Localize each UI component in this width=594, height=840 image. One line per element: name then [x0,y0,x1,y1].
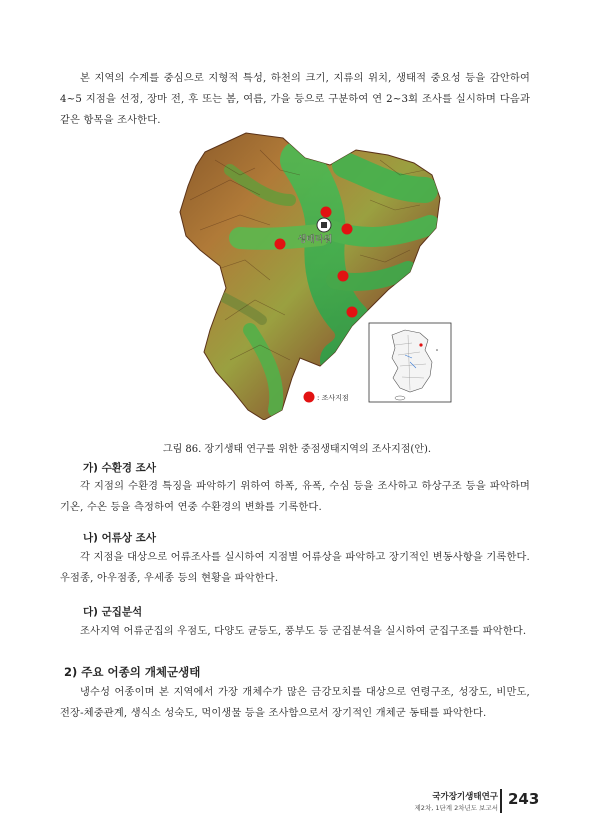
section-heading-water-environment: 가) 수환경 조사 [83,462,156,474]
page-number: 243 [508,790,540,808]
inset-korea-map [369,323,451,402]
section-heading-population-ecology: 2) 주요 어종의 개체군생태 [64,665,201,679]
section-heading-community-analysis: 다) 군집분석 [83,606,143,618]
legend-label: : 조사지점 [317,394,349,402]
survey-point-2 [342,224,353,235]
survey-point-5 [347,307,358,318]
section-body-community-analysis: 조사지역 어류군집의 우점도, 다양도 균등도, 풍부도 등 군집분석을 실시하여 군집구조를 파악한다. [80,626,527,637]
survey-point-4 [338,271,349,282]
intro-paragraph: 본 지역의 수계를 중심으로 지형적 특성, 하천의 크기, 지류의 위치, 생태적 중요성 등을 감안하여 4~5 지점을 선정, 장마 전, 후 또는 봄, 여름, 가을 등으로 구분하여 연 2~3회 조사를 실시하며 다음과 같은 항목을 조사한다. [60,73,530,126]
figure-caption: 그림 86. 장기생태 연구를 위한 중점생태지역의 조사지점(안). [162,444,432,455]
footer-report-subtitle: 제2차, 1단계 2차년도 보고서 [414,804,498,812]
station-label: 생태타워 [297,235,333,245]
survey-point-3 [275,239,286,250]
legend-marker [304,392,315,403]
survey-point-1 [321,207,332,218]
section-body-population-ecology: 냉수성 어종이며 본 지역에서 가장 개체수가 많은 금강모치를 대상으로 연령구조, 성장도, 비만도, 전장-체중관계, 생식소 성숙도, 먹이생물 등을 조사함으로서 장기적인 개체군 동태를 파악한다. [60,687,530,719]
station-marker [317,218,331,232]
section-heading-fish-fauna: 나) 어류상 조사 [83,532,156,544]
section-body-water-environment: 각 지점의 수환경 특징을 파악하기 위하여 하폭, 유폭, 수심 등을 조사하고 하상구조 등을 파악하며 기온, 수온 등을 측정하여 연중 수환경의 변화를 기록한다. [60,481,530,513]
footer-report-title: 국가장기생태연구 [432,792,498,802]
footer-divider [500,789,502,813]
section-body-fish-fauna: 각 지점을 대상으로 어류조사를 실시하여 지점별 어류상을 파악하고 장기적인 변동사항을 기록한다. 우점종, 아우점종, 우세종 등의 현황을 파악한다. [60,552,530,584]
